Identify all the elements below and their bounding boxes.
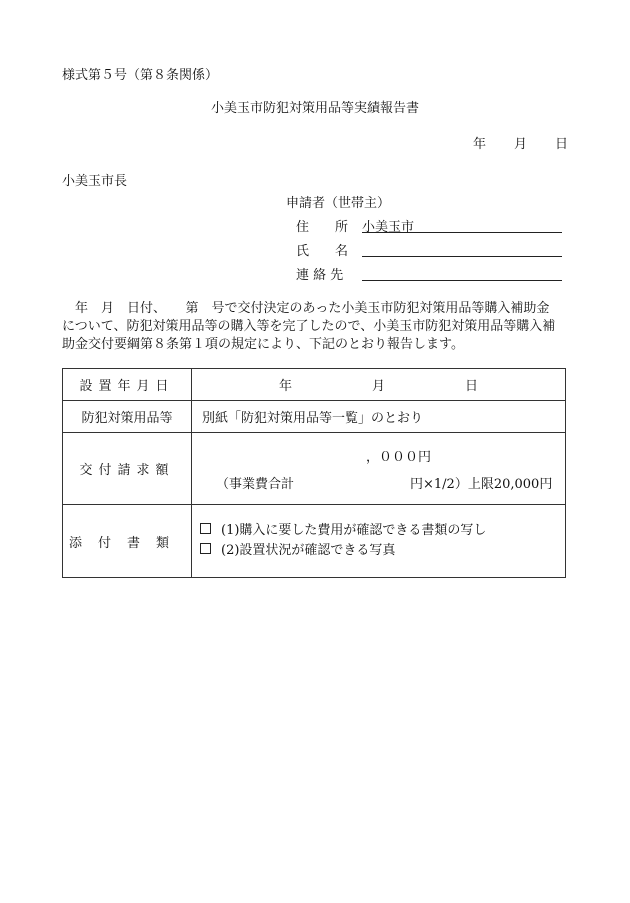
form-number: 様式第５号（第８条関係） (62, 68, 219, 83)
body-line-3: 助金交付要綱第８条第１項の規定により、下記のとおり報告します。 (62, 337, 464, 352)
attachments-value (192, 505, 566, 578)
table-row-installation-date (63, 369, 566, 401)
attachment-2-text: (2)設置状況が確認できる写真 (221, 543, 396, 558)
body-line-1: 年 月 日付、 第 号で交付決定のあった小美玉市防犯対策用品等購入補助金 (62, 301, 550, 316)
contact-label: 連 絡 先 (296, 268, 344, 283)
address-value: 小美玉市 (362, 220, 415, 235)
products-value: 別紙「防犯対策用品等一覧」のとおり (192, 401, 566, 433)
claim-amount: ，０００円 (365, 449, 431, 465)
contact-field[interactable] (362, 264, 562, 281)
date-day-label: 日 (554, 137, 568, 152)
claim-amount-value[interactable] (192, 433, 566, 505)
installation-month-label: 月 (371, 379, 385, 394)
formula-suffix: 円×1/2）上限20,000円 (410, 476, 553, 492)
date-year-label: 年 (472, 137, 486, 152)
attachment-item-1 (192, 521, 565, 541)
attachment-item-2 (192, 541, 565, 561)
table-row-attachments (63, 505, 566, 578)
attachment-1-text: (1)購入に要した費用が確認できる書類の写し (221, 523, 487, 538)
name-field[interactable] (362, 240, 562, 257)
attachment-2-checkbox[interactable] (200, 543, 211, 554)
name-label: 氏 名 (296, 244, 349, 259)
applicant-heading: 申請者（世帯主） (286, 196, 391, 211)
date-month-label: 月 (513, 137, 527, 152)
installation-year-label: 年 (278, 379, 292, 394)
installation-date-label: 設置年月日 (63, 369, 192, 401)
name-row (296, 240, 358, 259)
addressee: 小美玉市長 (62, 174, 128, 189)
table-row-products (63, 401, 566, 433)
document-title: 小美玉市防犯対策用品等実績報告書 (210, 101, 419, 116)
report-table (62, 368, 566, 578)
contact-row (296, 264, 358, 283)
body-line-2: について、防犯対策用品等の購入等を完了したので、小美玉市防犯対策用品等購入補 (62, 319, 556, 334)
products-label: 防犯対策用品等 (63, 401, 192, 433)
installation-date-value[interactable] (192, 369, 566, 401)
attachments-label: 添付書類 (63, 505, 192, 578)
claim-formula (192, 473, 565, 492)
attachment-1-checkbox[interactable] (200, 523, 211, 534)
report-date (473, 133, 568, 152)
address-field[interactable] (362, 216, 562, 233)
address-label: 住 所 (296, 220, 349, 235)
claim-amount-label: 交付請求額 (63, 433, 192, 505)
installation-day-label: 日 (465, 379, 479, 394)
address-row (296, 216, 415, 235)
table-row-claim-amount (63, 433, 566, 505)
formula-prefix: （事業費合計 (216, 476, 295, 492)
report-body (62, 300, 568, 354)
